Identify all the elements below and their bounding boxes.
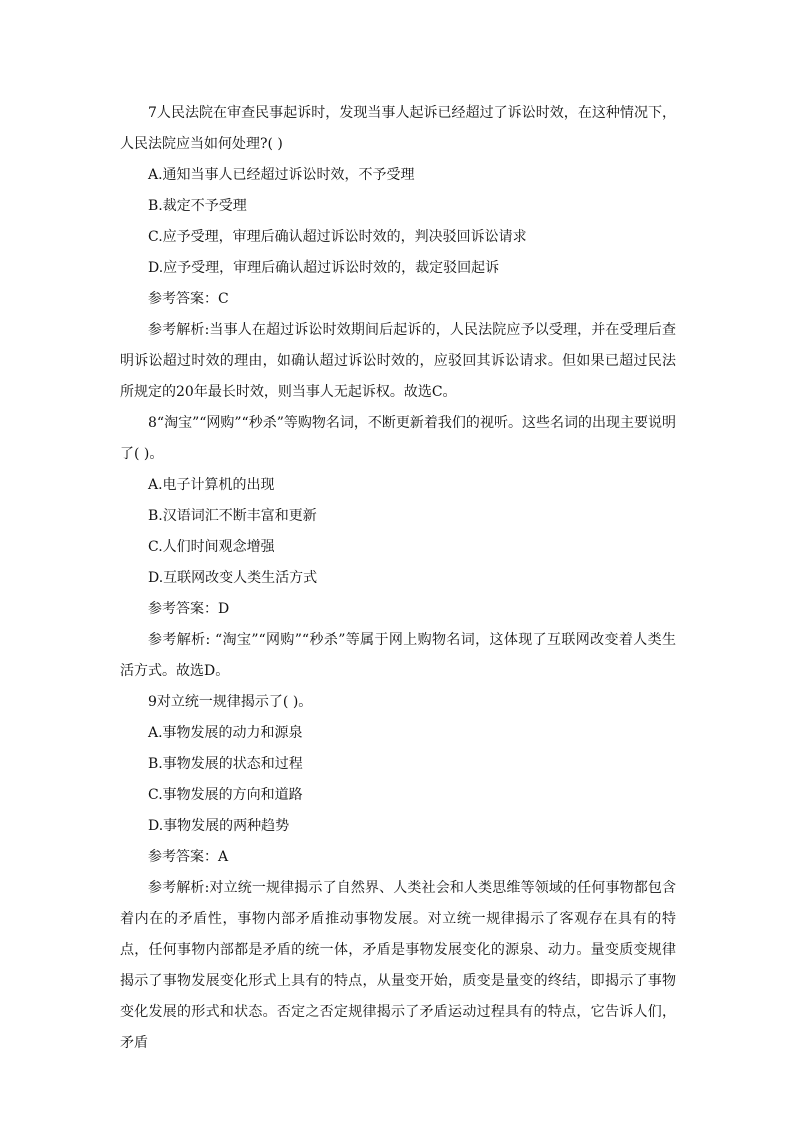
question-stem: 8“淘宝”“网购”“秒杀”等购物名词，不断更新着我们的视听。这些名词的出现主要说明了( )。 xyxy=(120,415,676,462)
option-d: D.互联网改变人类生活方式 xyxy=(148,570,318,586)
option-b: B.汉语词汇不断丰富和更新 xyxy=(148,508,317,524)
option-a: A.电子计算机的出现 xyxy=(148,477,275,493)
option-b: B.裁定不予受理 xyxy=(148,198,247,214)
option-c: C.人们时间观念增强 xyxy=(148,539,275,555)
option-d: D.应予受理，审理后确认超过诉讼时效的，裁定驳回起诉 xyxy=(148,260,500,276)
option-c: C.事物发展的方向和道路 xyxy=(148,787,303,803)
question-stem: 7人民法院在审查民事起诉时，发现当事人起诉已经超过了诉讼时效，在这种情况下，人民法院应当如何处理?( ) xyxy=(120,105,676,152)
answer: 参考答案：A xyxy=(148,849,229,865)
analysis: 参考解析: “淘宝”“网购”“秒杀”等属于网上购物名词，这体现了互联网改变着人类生活方式。故选D。 xyxy=(120,632,676,679)
option-b: B.事物发展的状态和过程 xyxy=(148,756,303,772)
option-a: A.事物发展的动力和源泉 xyxy=(148,725,303,741)
question-stem: 9对立统一规律揭示了( )。 xyxy=(148,694,313,710)
answer: 参考答案：D xyxy=(148,601,230,617)
analysis: 参考解析:对立统一规律揭示了自然界、人类社会和人类思维等领域的任何事物都包含着内在的矛盾性，事物内部矛盾推动事物发展。对立统一规律揭示了客观存在具有的特点，任何事物内部都是矛盾的统一体，矛盾是事物发展变化的源泉、动力。量变质变规律揭示了事物发展变化形式上具有的特点，从量变开始，质变是量变的终结，即揭示了事物变化发展的形式和状态。否定之否定规律揭示了矛盾运动过程具有的特点，它告诉人们，矛盾 xyxy=(120,880,676,1051)
option-c: C.应予受理，审理后确认超过诉讼时效的，判决驳回诉讼请求 xyxy=(148,229,527,245)
option-d: D.事物发展的两种趋势 xyxy=(148,818,290,834)
option-a: A.通知当事人已经超过诉讼时效，不予受理 xyxy=(148,167,415,183)
answer: 参考答案：C xyxy=(148,291,229,307)
analysis: 参考解析:当事人在超过诉讼时效期间后起诉的，人民法院应予以受理，并在受理后查明诉讼超过时效的理由，如确认超过诉讼时效的，应驳回其诉讼请求。但如果已超过民法所规定的20年最长时效，则当事人无起诉权。故选C。 xyxy=(120,322,676,400)
document-page xyxy=(120,98,676,1059)
